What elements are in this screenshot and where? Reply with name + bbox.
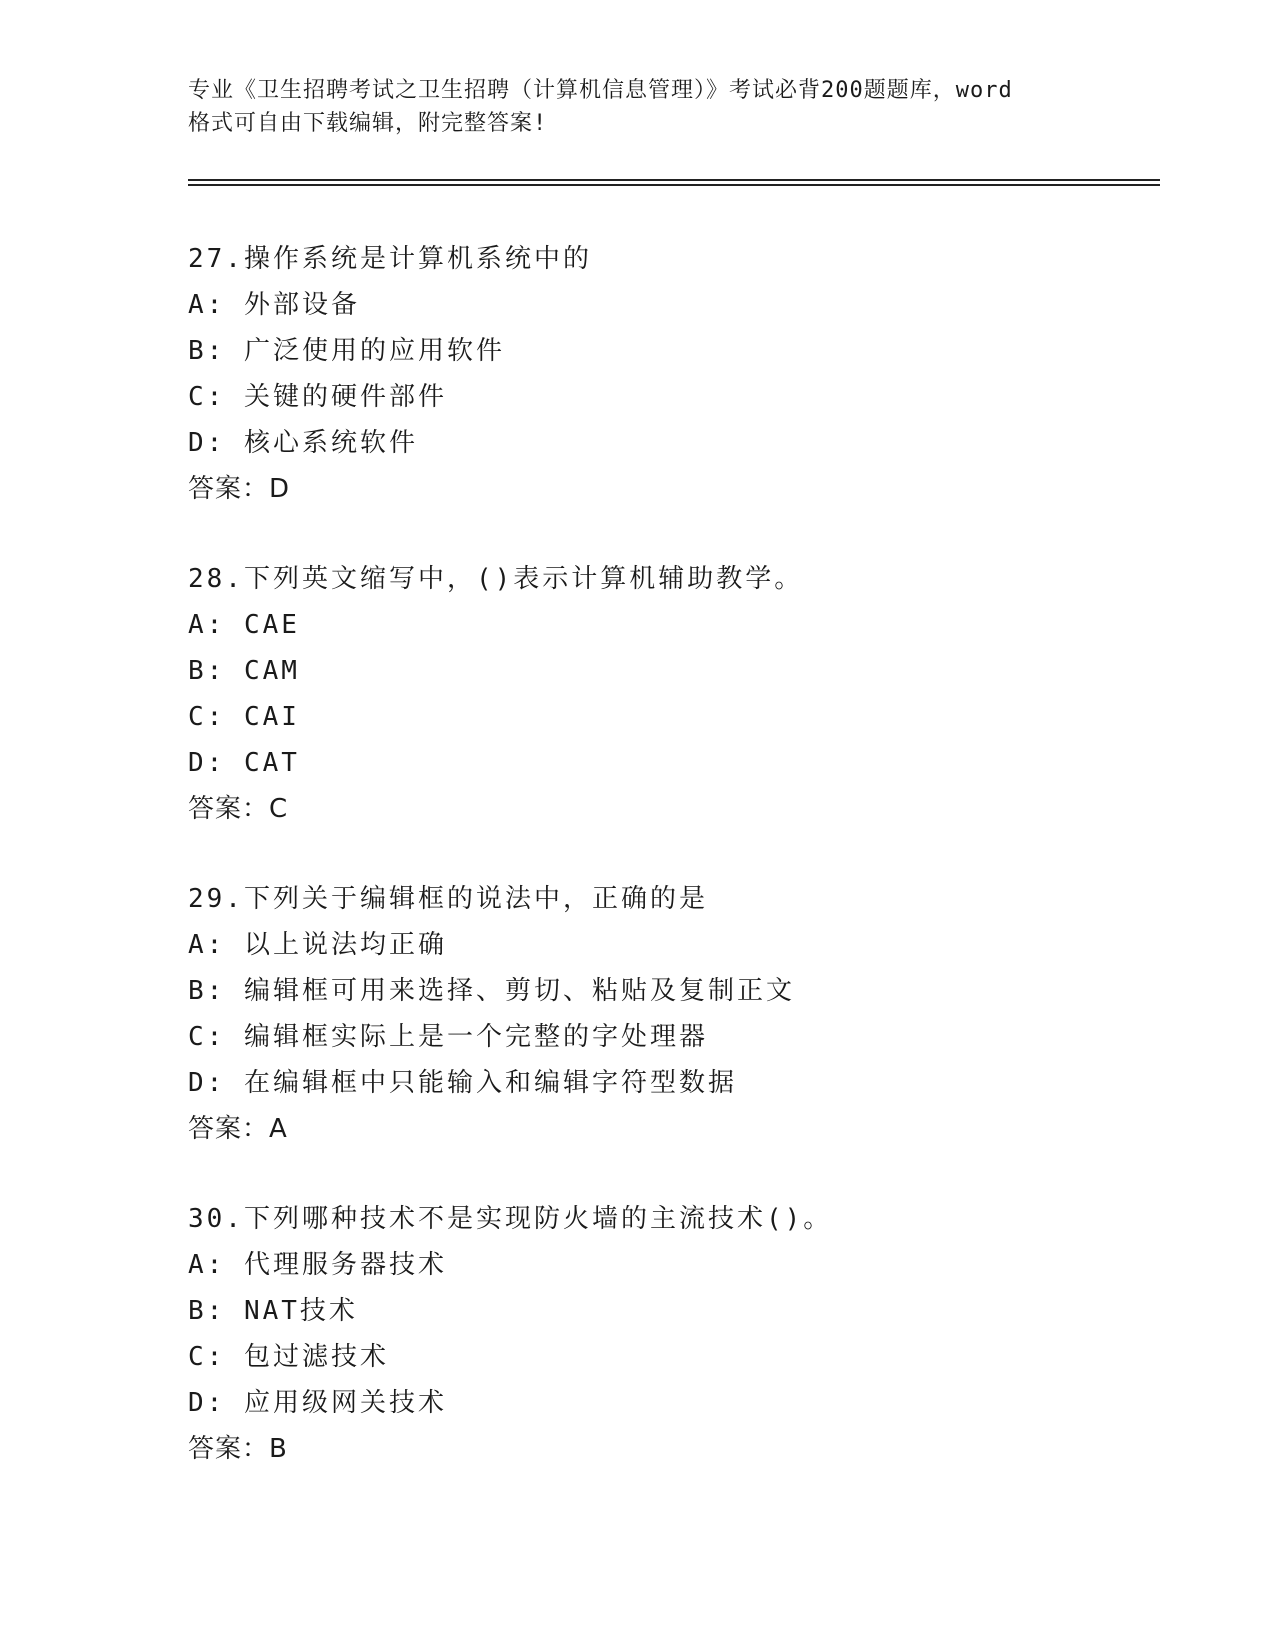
option-a: A: 外部设备 — [188, 290, 360, 320]
header-divider-bottom — [188, 184, 1160, 186]
option-c: C: 关键的硬件部件 — [188, 382, 447, 412]
answer: 答案：D — [188, 474, 291, 504]
option-d: D: 在编辑框中只能输入和编辑字符型数据 — [188, 1068, 737, 1098]
question-28 — [188, 556, 1168, 832]
header-line-2: 格式可自由下载编辑，附完整答案! — [188, 111, 548, 136]
answer: 答案：B — [188, 1434, 288, 1464]
question-29 — [188, 876, 1168, 1152]
question-30 — [188, 1196, 1168, 1472]
option-c: C: 编辑框实际上是一个完整的字处理器 — [188, 1022, 708, 1052]
option-b: B: 编辑框可用来选择、剪切、粘贴及复制正文 — [188, 976, 795, 1006]
question-stem: 30.下列哪种技术不是实现防火墙的主流技术()。 — [188, 1204, 833, 1234]
option-d: D: 应用级网关技术 — [188, 1388, 447, 1418]
option-c: C: 包过滤技术 — [188, 1342, 389, 1372]
question-stem: 27.操作系统是计算机系统中的 — [188, 244, 592, 274]
answer: 答案：A — [188, 1114, 288, 1144]
option-b: B: 广泛使用的应用软件 — [188, 336, 505, 366]
option-a: A: 代理服务器技术 — [188, 1250, 447, 1280]
option-a: A: CAE — [188, 610, 300, 640]
header-line-1: 专业《卫生招聘考试之卫生招聘（计算机信息管理）》考试必背200题题库，word — [188, 78, 1013, 103]
question-stem: 29.下列关于编辑框的说法中，正确的是 — [188, 884, 708, 914]
option-b: B: NAT技术 — [188, 1296, 358, 1326]
option-c: C: CAI — [188, 702, 300, 732]
header-divider-top — [188, 179, 1160, 181]
answer: 答案：C — [188, 794, 289, 824]
option-d: D: CAT — [188, 748, 300, 778]
option-d: D: 核心系统软件 — [188, 428, 418, 458]
option-b: B: CAM — [188, 656, 300, 686]
document-header — [188, 74, 1088, 140]
question-stem: 28.下列英文缩写中，()表示计算机辅助教学。 — [188, 564, 804, 594]
question-27 — [188, 236, 1168, 512]
option-a: A: 以上说法均正确 — [188, 930, 447, 960]
